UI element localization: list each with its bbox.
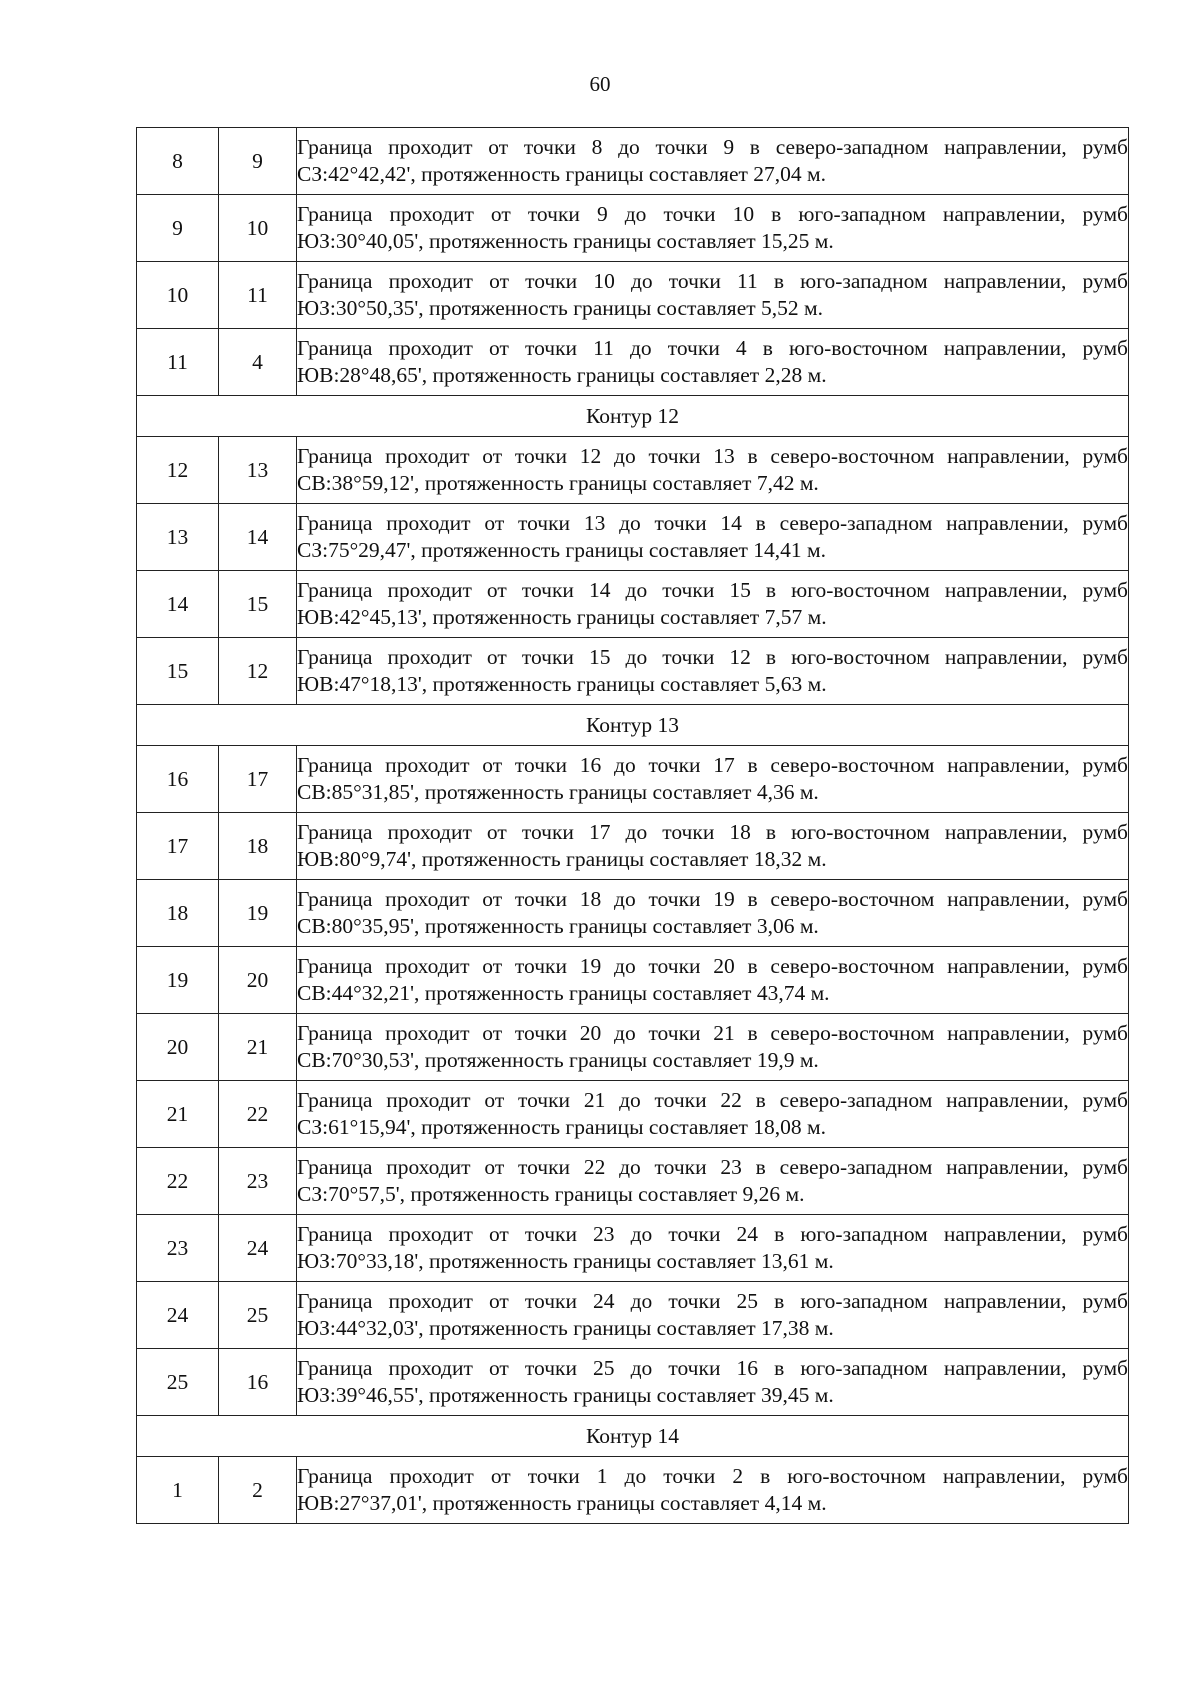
- boundary-description-cell: Граница проходит от точки 11 до точки 4 в юго-восточном направлении, румб ЮВ:28°48,65', протяженность границы составляет 2,28 м.: [297, 329, 1129, 396]
- table-row: [137, 813, 1129, 880]
- point-from-cell: 22: [137, 1148, 219, 1215]
- boundary-description-cell: Граница проходит от точки 17 до точки 18 в юго-восточном направлении, румб ЮВ:80°9,74', протяженность границы составляет 18,32 м.: [297, 813, 1129, 880]
- point-from-cell: 18: [137, 880, 219, 947]
- contour-label: Контур 14: [137, 1416, 1129, 1457]
- table-row: [137, 1081, 1129, 1148]
- point-from-cell: 1: [137, 1457, 219, 1524]
- boundary-description-cell: Граница проходит от точки 25 до точки 16 в юго-западном направлении, румб ЮЗ:39°46,55', протяженность границы составляет 39,45 м.: [297, 1349, 1129, 1416]
- contour-label: Контур 13: [137, 705, 1129, 746]
- boundary-description-cell: Граница проходит от точки 10 до точки 11 в юго-западном направлении, румб ЮЗ:30°50,35', протяженность границы составляет 5,52 м.: [297, 262, 1129, 329]
- table-row: [137, 1215, 1129, 1282]
- contour-header-row: [137, 396, 1129, 437]
- point-to-cell: 16: [219, 1349, 297, 1416]
- point-to-cell: 12: [219, 638, 297, 705]
- table-row: [137, 504, 1129, 571]
- point-to-cell: 25: [219, 1282, 297, 1349]
- point-to-cell: 9: [219, 128, 297, 195]
- point-to-cell: 2: [219, 1457, 297, 1524]
- point-to-cell: 15: [219, 571, 297, 638]
- boundary-description-cell: Граница проходит от точки 12 до точки 13 в северо-восточном направлении, румб СВ:38°59,12', протяженность границы составляет 7,42 м.: [297, 437, 1129, 504]
- boundary-description-cell: Граница проходит от точки 1 до точки 2 в юго-восточном направлении, румб ЮВ:27°37,01', протяженность границы составляет 4,14 м.: [297, 1457, 1129, 1524]
- point-from-cell: 9: [137, 195, 219, 262]
- boundary-table: [136, 127, 1129, 1524]
- point-from-cell: 8: [137, 128, 219, 195]
- point-from-cell: 25: [137, 1349, 219, 1416]
- table-row: [137, 1148, 1129, 1215]
- point-from-cell: 13: [137, 504, 219, 571]
- point-from-cell: 21: [137, 1081, 219, 1148]
- point-to-cell: 13: [219, 437, 297, 504]
- point-from-cell: 23: [137, 1215, 219, 1282]
- table-row: [137, 880, 1129, 947]
- page-number: 60: [589, 72, 611, 96]
- point-to-cell: 21: [219, 1014, 297, 1081]
- boundary-description-cell: Граница проходит от точки 18 до точки 19 в северо-восточном направлении, румб СВ:80°35,95', протяженность границы составляет 3,06 м.: [297, 880, 1129, 947]
- point-from-cell: 20: [137, 1014, 219, 1081]
- table-row: [137, 571, 1129, 638]
- point-to-cell: 14: [219, 504, 297, 571]
- point-to-cell: 19: [219, 880, 297, 947]
- boundary-description-cell: Граница проходит от точки 16 до точки 17 в северо-восточном направлении, румб СВ:85°31,85', протяженность границы составляет 4,36 м.: [297, 746, 1129, 813]
- contour-label: Контур 12: [137, 396, 1129, 437]
- table-row: [137, 1014, 1129, 1081]
- point-to-cell: 22: [219, 1081, 297, 1148]
- table-row: [137, 437, 1129, 504]
- point-from-cell: 17: [137, 813, 219, 880]
- table-row: [137, 195, 1129, 262]
- point-from-cell: 12: [137, 437, 219, 504]
- point-from-cell: 14: [137, 571, 219, 638]
- table-row: [137, 1282, 1129, 1349]
- table-row: [137, 638, 1129, 705]
- boundary-description-cell: Граница проходит от точки 22 до точки 23 в северо-западном направлении, румб СЗ:70°57,5', протяженность границы составляет 9,26 м.: [297, 1148, 1129, 1215]
- point-from-cell: 19: [137, 947, 219, 1014]
- table-row: [137, 128, 1129, 195]
- point-from-cell: 24: [137, 1282, 219, 1349]
- point-to-cell: 17: [219, 746, 297, 813]
- point-from-cell: 10: [137, 262, 219, 329]
- point-from-cell: 15: [137, 638, 219, 705]
- boundary-description-cell: Граница проходит от точки 21 до точки 22 в северо-западном направлении, румб СЗ:61°15,94', протяженность границы составляет 18,08 м.: [297, 1081, 1129, 1148]
- boundary-description-cell: Граница проходит от точки 9 до точки 10 в юго-западном направлении, румб ЮЗ:30°40,05', протяженность границы составляет 15,25 м.: [297, 195, 1129, 262]
- boundary-description-cell: Граница проходит от точки 20 до точки 21 в северо-восточном направлении, румб СВ:70°30,53', протяженность границы составляет 19,9 м.: [297, 1014, 1129, 1081]
- contour-header-row: [137, 705, 1129, 746]
- table-row: [137, 262, 1129, 329]
- table-row: [137, 1349, 1129, 1416]
- point-from-cell: 16: [137, 746, 219, 813]
- boundary-description-cell: Граница проходит от точки 8 до точки 9 в северо-западном направлении, румб СЗ:42°42,42', протяженность границы составляет 27,04 м.: [297, 128, 1129, 195]
- point-to-cell: 18: [219, 813, 297, 880]
- boundary-table-body: [137, 128, 1129, 1524]
- table-row: [137, 947, 1129, 1014]
- boundary-description-cell: Граница проходит от точки 14 до точки 15 в юго-восточном направлении, румб ЮВ:42°45,13', протяженность границы составляет 7,57 м.: [297, 571, 1129, 638]
- point-to-cell: 10: [219, 195, 297, 262]
- point-to-cell: 4: [219, 329, 297, 396]
- boundary-description-cell: Граница проходит от точки 15 до точки 12 в юго-восточном направлении, румб ЮВ:47°18,13', протяженность границы составляет 5,63 м.: [297, 638, 1129, 705]
- point-to-cell: 11: [219, 262, 297, 329]
- boundary-description-cell: Граница проходит от точки 24 до точки 25 в юго-западном направлении, румб ЮЗ:44°32,03', протяженность границы составляет 17,38 м.: [297, 1282, 1129, 1349]
- boundary-description-cell: Граница проходит от точки 23 до точки 24 в юго-западном направлении, румб ЮЗ:70°33,18', протяженность границы составляет 13,61 м.: [297, 1215, 1129, 1282]
- point-to-cell: 24: [219, 1215, 297, 1282]
- point-to-cell: 20: [219, 947, 297, 1014]
- table-row: [137, 746, 1129, 813]
- boundary-description-cell: Граница проходит от точки 19 до точки 20 в северо-восточном направлении, румб СВ:44°32,21', протяженность границы составляет 43,74 м.: [297, 947, 1129, 1014]
- table-row: [137, 329, 1129, 396]
- contour-header-row: [137, 1416, 1129, 1457]
- point-to-cell: 23: [219, 1148, 297, 1215]
- boundary-description-cell: Граница проходит от точки 13 до точки 14 в северо-западном направлении, румб СЗ:75°29,47', протяженность границы составляет 14,41 м.: [297, 504, 1129, 571]
- table-row: [137, 1457, 1129, 1524]
- point-from-cell: 11: [137, 329, 219, 396]
